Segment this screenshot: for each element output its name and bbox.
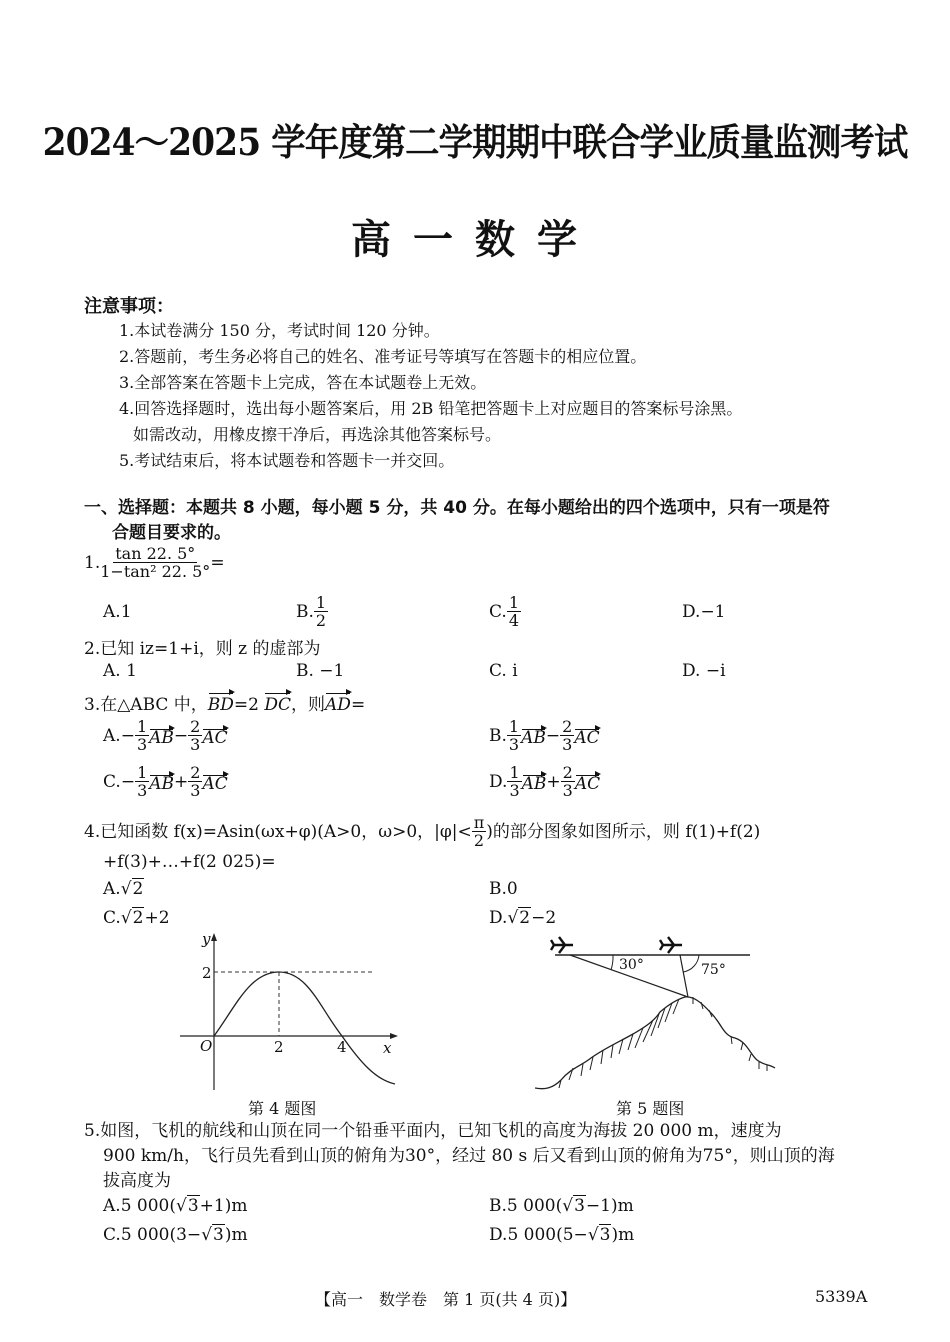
option-pre: 5 000(: [506, 1196, 563, 1216]
airplane-icon: [551, 937, 573, 953]
q3-option-c[interactable]: [103, 764, 228, 799]
denominator: 3: [190, 781, 201, 800]
q4-option-b[interactable]: [489, 879, 518, 899]
q5-option-c[interactable]: [103, 1225, 248, 1245]
option-pre: 5 000(3−: [120, 1225, 202, 1245]
question-5-line2: 900 km/h，飞行员先看到山顶的俯角为30°，经过 80 s 后又看到山顶的俯角为75°，则山顶的海: [103, 1146, 835, 1166]
coef-1: [135, 718, 149, 753]
notice-item-5: 5.考试结束后，将本试题卷和答题卡一并交回。: [119, 451, 455, 470]
q1-option-d[interactable]: [682, 602, 726, 622]
option-post: −1)m: [585, 1196, 634, 1216]
q2-option-d[interactable]: D. −i: [682, 661, 726, 681]
option-label: D.: [489, 771, 508, 792]
notice-item-1: 1.本试卷满分 150 分，考试时间 120 分钟。: [119, 321, 440, 340]
option-value: 1: [120, 602, 132, 622]
q1-numerator: tan 22. 5°: [115, 544, 196, 563]
q3-option-b[interactable]: [489, 718, 600, 753]
denominator: 3: [508, 735, 520, 754]
question-1: [84, 545, 225, 580]
origin-label: O: [200, 1037, 213, 1055]
numerator: 2: [562, 717, 573, 736]
notice-item-2: 2.答题前，考生务必将自己的姓名、准考证号等填写在答题卡的相应位置。: [119, 347, 647, 366]
denominator: 3: [137, 781, 148, 800]
q2-option-b[interactable]: B. −1: [296, 661, 345, 681]
vector-ac: AC: [202, 727, 228, 748]
vector-ab: AB: [521, 727, 546, 748]
q1-option-a[interactable]: [103, 602, 132, 622]
coef-2: [560, 718, 574, 753]
radicand: 2: [132, 908, 144, 928]
option-label: C.: [103, 771, 121, 792]
x-tick-2: 2: [274, 1038, 284, 1056]
vector-ad: AD: [325, 692, 351, 718]
vector-ac: AC: [574, 727, 600, 748]
notice-heading: 注意事项：: [84, 296, 174, 317]
option-value: −1: [700, 602, 726, 622]
sign: +: [546, 771, 561, 792]
q3-eq: =2: [233, 695, 259, 715]
numerator: 1: [137, 763, 148, 782]
mountain-diagram-icon: [535, 930, 785, 1095]
numerator: π: [473, 813, 485, 832]
q1-fraction: [100, 545, 210, 580]
numerator: 1: [508, 717, 520, 736]
page-footer: 【高一 数学卷 第 1 页(共 4 页)】: [315, 1290, 577, 1309]
denominator: 2: [315, 611, 327, 630]
option-label: D.: [489, 908, 508, 928]
option-label: C.: [489, 601, 507, 622]
q1-option-b[interactable]: [296, 594, 328, 629]
radicand: 3: [213, 1225, 224, 1245]
question-4-stem: [84, 814, 760, 849]
question-3-stem: [84, 688, 365, 718]
option-label: B.: [489, 1196, 507, 1216]
option-post: +1)m: [199, 1196, 248, 1216]
sign: −: [173, 725, 189, 746]
sign: −: [120, 725, 135, 746]
radicand: 3: [187, 1196, 199, 1216]
vector-bd: BD: [208, 692, 234, 718]
angle-30-label: 30°: [619, 957, 644, 973]
q4-stem-a: 4.已知函数 f(x)=Asin(ωx+φ)(A>0，ω>0，|φ|<: [84, 821, 472, 842]
q4-option-c[interactable]: [103, 908, 170, 928]
radicand: 2: [132, 879, 144, 899]
option-label: A.: [103, 879, 121, 899]
option-label: A.: [103, 725, 121, 746]
option-label: D.: [489, 1225, 508, 1245]
denominator: 3: [190, 735, 201, 754]
option-label: A.: [103, 602, 121, 622]
sqrt: √3: [176, 1196, 199, 1216]
option-label: C.: [103, 908, 121, 928]
numerator: 1: [136, 717, 148, 736]
y-axis-label: y: [202, 930, 211, 948]
q1-number: 1.: [84, 552, 101, 573]
coef-1: [507, 718, 521, 753]
q1-denominator: 1−tan² 22. 5°: [100, 562, 211, 581]
q4-option-d[interactable]: [489, 908, 556, 928]
numerator: 2: [190, 717, 201, 736]
coef-2: [188, 718, 202, 753]
angle-75-label: 75°: [701, 962, 726, 978]
numerator: 2: [562, 763, 573, 782]
option-pre: 5 000(5−: [507, 1225, 588, 1245]
option-label: C.: [103, 1225, 121, 1245]
figure-4-caption: 第 4 题图: [248, 1099, 317, 1118]
q3-tail: =: [350, 695, 366, 715]
denominator: 2: [473, 831, 485, 850]
notice-item-4-cont: 如需改动，用橡皮擦干净后，再选涂其他答案标号。: [133, 425, 502, 444]
vector-ab: AB: [149, 727, 174, 748]
sqrt: √2: [507, 908, 531, 928]
option-post: )m: [224, 1225, 248, 1245]
q3-mid: ，则: [291, 695, 326, 715]
sine-curve-icon: [180, 928, 420, 1093]
q3-option-d[interactable]: [489, 764, 600, 799]
option-tail: −2: [531, 908, 557, 928]
q5-option-d[interactable]: [489, 1225, 634, 1245]
option-label: B.: [296, 601, 314, 622]
radicand: 3: [574, 1196, 585, 1216]
q5-option-b[interactable]: [489, 1196, 634, 1216]
option-label: A.: [103, 1196, 121, 1216]
y-tick-2: 2: [202, 964, 212, 982]
x-axis-label: x: [383, 1039, 392, 1057]
q2-option-a[interactable]: A. 1: [103, 661, 137, 681]
vector-ac: AC: [574, 773, 601, 794]
q3-prefix: 3.在△ABC 中，: [84, 695, 208, 715]
figure-5-caption: 第 5 题图: [616, 1099, 685, 1118]
sqrt: √2: [120, 879, 144, 899]
section-line-1: 一、选择题：本题共 8 小题，每小题 5 分，共 40 分。在每小题给出的四个选项中，只有一项是符: [84, 498, 830, 518]
sign: −: [120, 771, 136, 792]
denominator: 3: [562, 781, 573, 800]
option-label: D.: [682, 602, 701, 622]
question-4-stem-line2: +f(3)+…+f(2 025)=: [103, 852, 276, 872]
q4-stem-b: )的部分图象如图所示，则 f(1)+f(2): [486, 821, 761, 842]
option-value: 0: [506, 879, 518, 899]
question-2-stem: 2.已知 iz=1+i，则 z 的虚部为: [84, 639, 321, 659]
sqrt: √3: [587, 1225, 611, 1245]
sign: +: [174, 771, 189, 792]
section-heading: [84, 496, 874, 546]
denominator: 3: [136, 735, 148, 754]
sqrt: √2: [120, 908, 144, 928]
sqrt: √3: [201, 1225, 224, 1245]
question-5-line3: 拔高度为: [103, 1171, 171, 1191]
coef-2: [188, 764, 202, 799]
question-5-line1: 5.如图，飞机的航线和山顶在同一个铅垂平面内，已知飞机的高度为海拔 20 000 m，速度为: [84, 1121, 782, 1141]
vector-dc: DC: [264, 692, 291, 718]
vector-ab: AB: [149, 773, 175, 794]
radicand: 2: [519, 908, 531, 928]
coef-1: [135, 764, 149, 799]
figure-4-graph: [180, 928, 420, 1093]
denominator: 3: [562, 735, 573, 754]
numerator: 1: [508, 593, 519, 612]
denominator: 3: [509, 781, 520, 800]
section-line-2: 合题目要求的。: [112, 523, 231, 543]
notice-item-3: 3.全部答案在答题卡上完成，答在本试题卷上无效。: [119, 373, 487, 392]
q4-option-a[interactable]: [103, 879, 144, 899]
radicand: 3: [599, 1225, 611, 1245]
option-fraction: [314, 594, 328, 629]
vector-ac: AC: [202, 773, 228, 794]
sign: −: [545, 725, 561, 746]
airplane-icon: [660, 937, 682, 953]
numerator: 2: [190, 763, 201, 782]
subject-title: 高一数学: [351, 217, 599, 263]
numerator: 1: [509, 763, 520, 782]
pi-over-2: [472, 814, 487, 849]
option-post: )m: [611, 1225, 635, 1245]
option-label: B.: [489, 879, 507, 899]
numerator: 1: [315, 593, 327, 612]
paper-code: 5339A: [815, 1287, 868, 1306]
q5-option-a[interactable]: [103, 1196, 247, 1216]
option-pre: 5 000(: [120, 1196, 176, 1216]
coef-2: [561, 764, 575, 799]
q1-equals: =: [210, 552, 225, 573]
option-tail: +2: [144, 908, 170, 928]
sqrt: √3: [562, 1196, 585, 1216]
denominator: 4: [508, 611, 519, 630]
notice-item-4: 4.回答选择题时，选出每小题答案后，用 2B 铅笔把答题卡上对应题目的答案标号涂黑。: [119, 399, 743, 418]
exam-title: 2024～2025 学年度第二学期期中联合学业质量监测考试: [42, 120, 908, 164]
q1-option-c[interactable]: [489, 594, 521, 629]
figure-5-diagram: [535, 930, 785, 1095]
x-tick-4: 4: [337, 1038, 347, 1056]
coef-1: [507, 764, 521, 799]
option-label: B.: [489, 725, 507, 746]
q3-option-a[interactable]: [103, 718, 228, 753]
option-fraction: [507, 594, 521, 629]
vector-ab: AB: [521, 773, 547, 794]
q2-option-c[interactable]: C. i: [489, 661, 518, 681]
